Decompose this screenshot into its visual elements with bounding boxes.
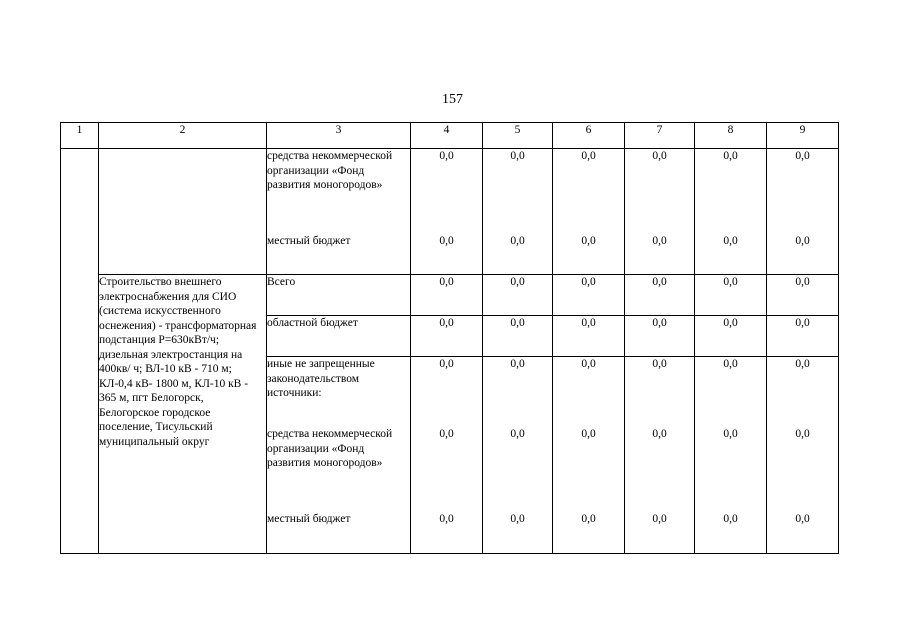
- header-cell: 5: [483, 123, 553, 149]
- header-cell: 1: [61, 123, 99, 149]
- header-cell: 6: [553, 123, 625, 149]
- index-cell: [61, 149, 99, 554]
- value: 0,0: [439, 428, 454, 440]
- budget-table: [60, 122, 839, 554]
- header-cell: 7: [625, 123, 695, 149]
- value: 0,0: [439, 235, 454, 247]
- value: 0,0: [795, 428, 810, 440]
- value: 0,0: [795, 358, 810, 370]
- value: 0,0: [510, 150, 525, 162]
- value: 0,0: [510, 358, 525, 370]
- value-cell: 0,0: [767, 316, 839, 357]
- value: 0,0: [795, 150, 810, 162]
- source-label: иные не запрещенные законодательством источники:: [267, 358, 375, 399]
- source-cell: областной бюджет: [267, 316, 411, 357]
- value-cell: 0,0: [553, 316, 625, 357]
- value-cell: 0,0: [411, 275, 483, 316]
- value-cell: 0,0: [695, 316, 767, 357]
- header-cell: 2: [99, 123, 267, 149]
- header-row: [61, 123, 839, 149]
- value: 0,0: [723, 513, 738, 525]
- source-label: местный бюджет: [267, 513, 351, 525]
- value: 0,0: [581, 428, 596, 440]
- value: 0,0: [723, 235, 738, 247]
- value: 0,0: [439, 150, 454, 162]
- page-number: 157: [442, 92, 463, 107]
- value: 0,0: [652, 150, 667, 162]
- value: 0,0: [723, 358, 738, 370]
- value: 0,0: [795, 235, 810, 247]
- source-label: средства некоммерческой организации «Фонд развития моногородов»: [267, 428, 393, 469]
- value: 0,0: [581, 513, 596, 525]
- value: 0,0: [652, 235, 667, 247]
- value-cell: [625, 357, 695, 554]
- value: 0,0: [510, 428, 525, 440]
- value-cell: [483, 357, 553, 554]
- value-cell: [767, 357, 839, 554]
- value-cell: [625, 149, 695, 275]
- value-cell: [411, 357, 483, 554]
- source-cell: Всего: [267, 275, 411, 316]
- value-cell: 0,0: [411, 316, 483, 357]
- table-row: [61, 149, 839, 275]
- value-cell: [553, 357, 625, 554]
- source-label: местный бюджет: [267, 235, 351, 247]
- project-name: Строительство внешнего электроснабжения для СИО (система искусственного оснежения) - трансформаторная подстанция Р=630кВт/ч; дизельная электростанция на 400кв/ ч; ВЛ-10 кВ - 710 м; КЛ-0,4 кВ- 1800 м, КЛ-10 кВ - 365 м, пгт Белогорск, Белогорское городское поселение, Тисульский муниципальный округ: [99, 276, 257, 448]
- value: 0,0: [723, 150, 738, 162]
- value-cell: [483, 149, 553, 275]
- value-cell: 0,0: [767, 275, 839, 316]
- value: 0,0: [581, 150, 596, 162]
- table-row: [61, 275, 839, 316]
- value-cell: [767, 149, 839, 275]
- value-cell: [695, 149, 767, 275]
- value-cell: 0,0: [625, 275, 695, 316]
- value-cell: 0,0: [483, 275, 553, 316]
- value: 0,0: [510, 235, 525, 247]
- source-cell: [267, 149, 411, 275]
- value-cell: 0,0: [695, 275, 767, 316]
- source-cell: [267, 357, 411, 554]
- value: 0,0: [581, 235, 596, 247]
- value: 0,0: [439, 513, 454, 525]
- header-cell: 4: [411, 123, 483, 149]
- value: 0,0: [652, 428, 667, 440]
- value-cell: 0,0: [553, 275, 625, 316]
- header-cell: 9: [767, 123, 839, 149]
- source-label: средства некоммерческой организации «Фонд развития моногородов»: [267, 150, 393, 191]
- value: 0,0: [795, 513, 810, 525]
- value-cell: [553, 149, 625, 275]
- value: 0,0: [723, 428, 738, 440]
- header-cell: 3: [267, 123, 411, 149]
- value: 0,0: [581, 358, 596, 370]
- value-cell: [695, 357, 767, 554]
- value-cell: 0,0: [625, 316, 695, 357]
- empty-name-cell: [99, 149, 267, 275]
- value: 0,0: [439, 358, 454, 370]
- project-name-cell: [99, 275, 267, 554]
- value-cell: 0,0: [483, 316, 553, 357]
- value: 0,0: [652, 358, 667, 370]
- value: 0,0: [510, 513, 525, 525]
- value-cell: [411, 149, 483, 275]
- value: 0,0: [652, 513, 667, 525]
- header-cell: 8: [695, 123, 767, 149]
